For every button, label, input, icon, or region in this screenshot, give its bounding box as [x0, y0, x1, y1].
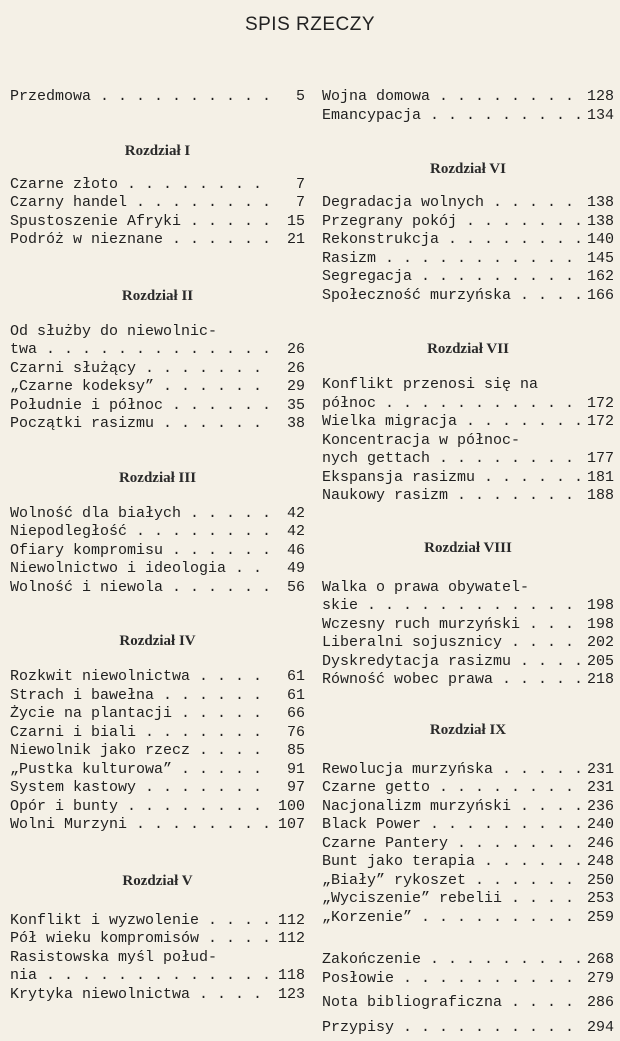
entry-page-number: 128 [586, 88, 614, 105]
toc-entry [10, 194, 305, 213]
toc-entry [10, 378, 305, 397]
toc-entry [322, 853, 614, 872]
chapter-heading: Rozdział VIII [424, 539, 512, 556]
toc-list [10, 967, 305, 1004]
toc-list [322, 395, 614, 432]
toc-entry [322, 469, 614, 488]
toc-entry [322, 231, 614, 250]
toc-entry [322, 487, 614, 506]
toc-entry [322, 779, 614, 798]
entry-title: Nacjonalizm murzyński . . . [322, 798, 582, 817]
entry-title: Czarni służący . . . [10, 360, 273, 379]
entry-title: Konflikt i wyzwolenie . . . [10, 912, 273, 931]
entry-title: nych gettach . . . [322, 450, 582, 469]
entry-title: Spustoszenie Afryki . . . [10, 213, 273, 232]
entry-title: Czarni i biali . . . [10, 724, 273, 743]
entry-page-number: 250 [586, 871, 614, 889]
toc-entry [10, 560, 305, 579]
entry-title: Zakończenie . . . [322, 951, 582, 970]
toc-entry: Nota bibliograficzna . . . 286 [322, 994, 614, 1013]
entry-page-number: 279 [586, 969, 614, 987]
toc-list [10, 912, 305, 949]
entry-page-number: 138 [586, 212, 614, 230]
toc-list [322, 761, 614, 928]
entry-page-number: 240 [586, 816, 614, 833]
entry-page-number: 21 [286, 231, 305, 248]
entry-title: nia . . . [10, 967, 273, 986]
entry-title: System kastowy . . . [10, 779, 273, 798]
entry-title: Bunt jako terapia . . . [322, 853, 582, 872]
entry-page-number: 85 [286, 742, 305, 759]
toc-entry [10, 341, 305, 360]
entry-title: Ekspansja rasizmu . . . [322, 469, 582, 488]
entry-page-number: 49 [286, 560, 305, 577]
entry-page-number: 46 [286, 541, 305, 559]
entry-title: Niewolnictwo i ideologia . . . [10, 560, 273, 579]
chapter-heading: Rozdział I [124, 142, 191, 159]
entry-title: „Biały” rykoszet . . . [322, 872, 582, 891]
entry-title: Czarne złoto . . . [10, 176, 273, 195]
entry-title: „Czarne kodeksy” . . . [10, 378, 273, 397]
toc-entry [10, 579, 305, 598]
entry-page-number: 172 [586, 413, 614, 430]
entry-page-number: 138 [586, 194, 614, 211]
toc-entry [322, 671, 614, 690]
toc-list [322, 194, 614, 305]
entry-page-number: 35 [286, 396, 305, 414]
toc-entry [322, 653, 614, 672]
toc-entry [10, 816, 305, 835]
toc-entry [322, 413, 614, 432]
entry-page-number: 188 [586, 487, 614, 504]
entry-title: Wolność i niewola . . . [10, 579, 273, 598]
toc-list [10, 505, 305, 598]
entry-title: Wolni Murzyni . . . [10, 816, 273, 835]
toc-entry [322, 761, 614, 780]
toc-list [10, 341, 305, 434]
toc-entry [322, 970, 614, 989]
entry-title: Dyskredytacja rasizmu . . . [322, 653, 582, 672]
entry-page-number: 253 [586, 890, 614, 907]
entry-title: Wielka migracja . . . [322, 413, 582, 432]
toc-entry [10, 798, 305, 817]
toc-entry [322, 597, 614, 616]
entry-title: Społeczność murzyńska . . . [322, 287, 582, 306]
toc-entry [322, 835, 614, 854]
entry-page-number: 107 [277, 816, 305, 833]
toc-entry [10, 668, 305, 687]
entry-title: Równość wobec prawa . . . [322, 671, 582, 690]
entry-page-number: 29 [286, 378, 305, 395]
toc-entry [322, 798, 614, 817]
entry-page-number: 145 [586, 249, 614, 267]
entry-page-number: 61 [286, 686, 305, 704]
toc-entry [10, 687, 305, 706]
chapter-heading: Rozdział II [121, 287, 194, 304]
toc-entry [322, 287, 614, 306]
entry-title: „Wyciszenie” rebelii . . . [322, 890, 582, 909]
entry-page-number: 97 [286, 779, 305, 796]
entry-title: Krytyka niewolnictwa . . . [10, 986, 273, 1005]
toc-list [322, 951, 614, 988]
entry-page-number: 42 [286, 504, 305, 522]
toc-entry [322, 395, 614, 414]
chapter-heading: Rozdział III [118, 469, 197, 486]
toc-entry [322, 951, 614, 970]
toc-entry [10, 542, 305, 561]
entry-page-number: 76 [286, 723, 305, 741]
entry-page-number: 202 [586, 634, 614, 651]
entry-title: Rozkwit niewolnictwa . . . [10, 668, 273, 687]
toc-entry [322, 194, 614, 213]
chapter-heading: Rozdział VI [430, 161, 506, 177]
left-column [10, 88, 305, 1004]
entry-title: skie . . . [322, 597, 582, 616]
toc-entry [322, 616, 614, 635]
toc-entry [10, 415, 305, 434]
entry-title: Południe i północ . . . [10, 397, 273, 416]
toc-entry [322, 213, 614, 232]
entry-title: Emancypacja . . . [322, 107, 582, 126]
toc-entry [10, 213, 305, 232]
toc-entry [10, 523, 305, 542]
entry-title: „Korzenie” . . . [322, 909, 582, 928]
toc-entry [10, 930, 305, 949]
toc-entry [322, 107, 614, 126]
toc-entry [10, 742, 305, 761]
entry-title: Wojna domowa . . . [322, 88, 582, 107]
toc-entry [10, 505, 305, 524]
entry-title: Wolność dla białych . . . [10, 505, 273, 524]
toc-entry [322, 909, 614, 928]
entry-title: Ofiary kompromisu . . . [10, 542, 273, 561]
entry-page-number: 177 [586, 450, 614, 467]
entry-page-number: 123 [277, 985, 305, 1003]
entry-page-number: 140 [586, 231, 614, 248]
toc-entry [322, 250, 614, 269]
toc-entry [322, 450, 614, 469]
entry-page-number: 61 [286, 668, 305, 685]
toc-entry-line: Walka o prawa obywatel- [322, 578, 530, 596]
entry-page-number: 112 [277, 930, 305, 947]
entry-page-number: 42 [286, 523, 305, 540]
toc-entry-line: Rasistowska myśl połud- [10, 948, 218, 966]
chapter-heading: Rozdział IV [119, 633, 196, 649]
entry-page-number: 7 [295, 175, 305, 193]
entry-page-number: 172 [586, 394, 614, 412]
toc-list [322, 88, 614, 125]
entry-page-number: 259 [586, 908, 614, 926]
entry-page-number: 66 [286, 705, 305, 722]
chapter-heading: Rozdział VII [427, 341, 509, 357]
toc-entry [10, 231, 305, 250]
entry-page-number: 91 [286, 760, 305, 778]
entry-page-number: 268 [586, 951, 614, 968]
entry-title: północ . . . [322, 395, 582, 414]
entry-title: Czarne getto . . . [322, 779, 582, 798]
entry-page-number: 205 [586, 652, 614, 670]
toc-entry-line: Koncentracja w północ- [322, 431, 521, 449]
entry-page-number: 198 [586, 615, 614, 633]
entry-title: Wczesny ruch murzyński . . . [322, 616, 582, 635]
toc-entry [10, 779, 305, 798]
toc-entry [10, 912, 305, 931]
chapter-heading: Rozdział V [122, 872, 193, 889]
entry-title: Segregacja . . . [322, 268, 582, 287]
entry-page-number: 166 [586, 286, 614, 304]
entry-page-number: 134 [586, 106, 614, 124]
entry-page-number: 15 [286, 212, 305, 230]
entry-page-number: 162 [586, 268, 614, 285]
entry-page-number: 236 [586, 797, 614, 815]
entry-page-number: 38 [286, 415, 305, 432]
entry-page-number: 100 [277, 797, 305, 815]
entry-title: Czarne Pantery . . . [322, 835, 582, 854]
entry-title: Początki rasizmu . . . [10, 415, 273, 434]
toc-entry [10, 986, 305, 1005]
toc-entry [10, 360, 305, 379]
entry-title: Pół wieku kompromisów . . . [10, 930, 273, 949]
entry-title: Strach i bawełna . . . [10, 687, 273, 706]
entry-title: Rasizm . . . [322, 250, 582, 269]
entry-title: Degradacja wolnych . . . [322, 194, 582, 213]
entry-page-number: 26 [286, 359, 305, 377]
toc-entry [322, 890, 614, 909]
entry-title: Naukowy rasizm . . . [322, 487, 582, 506]
entry-title: Podróż w nieznane . . . [10, 231, 273, 250]
entry-title: „Pustka kulturowa” . . . [10, 761, 273, 780]
toc-entry: Przypisy . . . 294 [322, 1019, 614, 1038]
toc-list [322, 450, 614, 506]
entry-page-number: 231 [586, 760, 614, 778]
toc-entry [10, 705, 305, 724]
entry-title: Opór i bunty . . . [10, 798, 273, 817]
toc-list [10, 176, 305, 250]
toc-entry [322, 634, 614, 653]
right-column [322, 88, 614, 1037]
entry-page-number: 198 [586, 597, 614, 614]
toc-entry [10, 761, 305, 780]
entry-title: Black Power . . . [322, 816, 582, 835]
entry-title: Liberalni sojusznicy . . . [322, 634, 582, 653]
page-title: SPIS RZECZY [244, 14, 376, 35]
entry-page-number: 181 [586, 468, 614, 486]
toc-entry [322, 88, 614, 107]
toc-entry-line: Konflikt przenosi się na [322, 376, 539, 393]
entry-page-number: 118 [277, 967, 305, 984]
toc-list [322, 597, 614, 690]
entry-page-number: 112 [277, 911, 305, 929]
toc-entry [322, 816, 614, 835]
entry-title: Życie na plantacji . . . [10, 705, 273, 724]
toc-entry [10, 724, 305, 743]
entry-title: twa . . . [10, 341, 273, 360]
chapter-heading: Rozdział IX [429, 721, 507, 738]
toc-entry [322, 872, 614, 891]
toc-entry [10, 967, 305, 986]
toc-entry [10, 397, 305, 416]
entry-page-number: 7 [295, 194, 305, 211]
toc-entry: Przedmowa . . . 5 [10, 88, 305, 107]
entry-title: Niepodległość . . . [10, 523, 273, 542]
entry-page-number: 246 [586, 834, 614, 852]
entry-title: Czarny handel . . . [10, 194, 273, 213]
entry-page-number: 26 [286, 341, 305, 358]
toc-list [10, 668, 305, 835]
entry-title: Rewolucja murzyńska . . . [322, 761, 582, 780]
entry-page-number: 248 [586, 853, 614, 870]
toc-entry-line: Od służby do niewolnic- [10, 322, 218, 340]
entry-title: Rekonstrukcja . . . [322, 231, 582, 250]
entry-title: Posłowie . . . [322, 970, 582, 989]
entry-page-number: 231 [586, 779, 614, 796]
entry-title: Niewolnik jako rzecz . . . [10, 742, 273, 761]
entry-page-number: 56 [286, 578, 305, 596]
entry-title: Przegrany pokój . . . [322, 213, 582, 232]
entry-page-number: 218 [586, 671, 614, 688]
toc-entry [10, 176, 305, 195]
toc-entry [322, 268, 614, 287]
